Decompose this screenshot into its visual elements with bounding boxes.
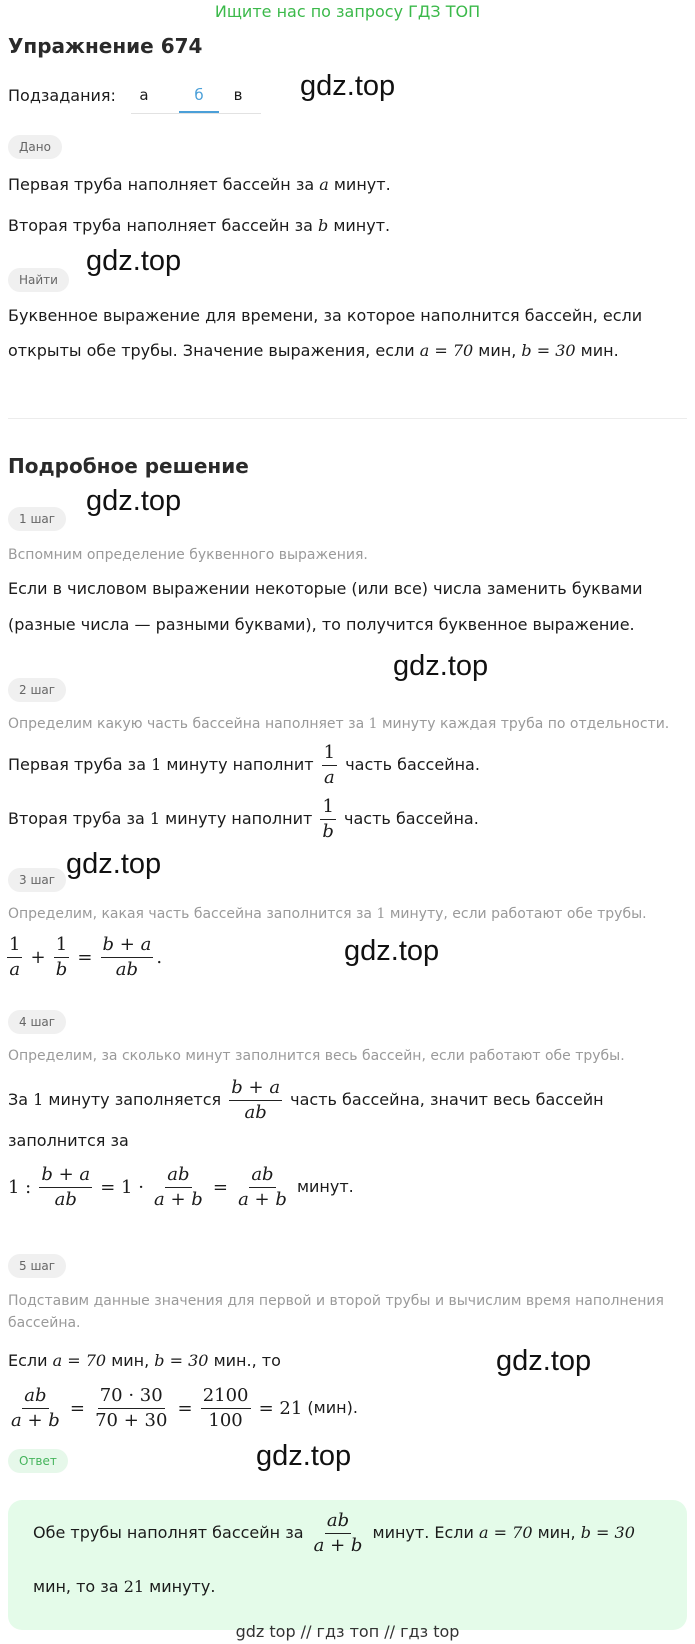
- find-line-2: открыты обе трубы. Значение выражения, если a = 70 мин, b = 30 мин.: [8, 341, 619, 360]
- step5-line-1: Если a = 70 мин, b = 30 мин., то: [8, 1351, 281, 1370]
- step3-pill: 3 шаг: [8, 868, 66, 892]
- active-tab-indicator: [179, 111, 219, 113]
- step1-line-2: (разные числа — разными буквами), то получится буквенное выражение.: [8, 615, 635, 634]
- step4-pill: 4 шаг: [8, 1010, 66, 1034]
- watermark: gdz.top: [86, 485, 182, 517]
- fraction-1-over-b: $\frac{1}{b}$: [322, 796, 334, 842]
- given-line-2: Вторая труба наполняет бассейн за b минут.: [8, 216, 391, 235]
- watermark: gdz.top: [496, 1345, 592, 1377]
- step5-hint-1: Подставим данные значения для первой и второй трубы и вычислим время наполнения: [8, 1293, 664, 1309]
- step5-equation: $\frac{ab}{a + b}$ = $\frac{70 \cdot 30}{70 + 30}$ = $\frac{2100}{100}$ = 21 (мин).: [11, 1385, 358, 1431]
- tabs-baseline: [131, 113, 261, 114]
- step4-hint: Определим, за сколько минут заполнится весь бассейн, если работают обе трубы.: [8, 1048, 625, 1064]
- tab-b[interactable]: б: [194, 86, 204, 104]
- tab-v[interactable]: в: [233, 86, 243, 104]
- watermark: gdz.top: [66, 848, 162, 880]
- step2-hint: Определим какую часть бассейна наполняет за 1 минуту каждая труба по отдельности.: [8, 716, 670, 732]
- step3-equation: $\frac{1}{a}$ + $\frac{1}{b}$ = $\frac{b + a}{ab}$ .: [9, 934, 163, 980]
- given-line-1: Первая труба наполняет бассейн за a минут.: [8, 175, 391, 194]
- step4-line-1: За 1 минуту заполняется $\frac{b + a}{ab}$ часть бассейна, значит весь бассейн: [8, 1077, 604, 1123]
- fraction-1-over-a: $\frac{1}{a}$: [323, 742, 336, 788]
- find-line-1: Буквенное выражение для времени, за которое наполнится бассейн, если: [8, 306, 643, 325]
- step2-line-1: Первая труба за 1 минуту наполнит $\frac{1}{a}$ часть бассейна.: [8, 742, 480, 788]
- step4-equation: 1 : $\frac{b + a}{ab}$ = 1 · $\frac{ab}{a + b}$ = $\frac{ab}{a + b}$ минут.: [8, 1164, 354, 1210]
- tab-a[interactable]: а: [139, 86, 149, 104]
- page-title: Упражнение 674: [8, 34, 203, 58]
- find-pill: Найти: [8, 268, 69, 292]
- search-banner: Ищите нас по запросу ГДЗ ТОП: [214, 2, 481, 21]
- footer-links[interactable]: gdz top // гдз топ // гдз top: [235, 1622, 460, 1641]
- step1-line-1: Если в числовом выражении некоторые (или все) числа заменить буквами: [8, 579, 643, 598]
- given-pill: Дано: [8, 135, 62, 159]
- watermark: gdz.top: [393, 650, 489, 682]
- answer-pill: Ответ: [8, 1449, 68, 1473]
- step5-pill: 5 шаг: [8, 1254, 66, 1278]
- step4-line-2: заполнится за: [8, 1131, 129, 1150]
- watermark: gdz.top: [256, 1440, 352, 1472]
- watermark: gdz.top: [86, 245, 182, 277]
- section-divider: [8, 418, 687, 419]
- step3-hint: Определим, какая часть бассейна заполнится за 1 минуту, если работают обе трубы.: [8, 906, 647, 922]
- step2-pill: 2 шаг: [8, 678, 66, 702]
- answer-line-2: мин, то за 21 минуту.: [33, 1577, 216, 1596]
- watermark: gdz.top: [300, 70, 396, 102]
- step2-line-2: Вторая труба за 1 минуту наполнит $\frac{1}{b}$ часть бассейна.: [8, 796, 479, 842]
- subtasks-label: Подзадания:: [8, 86, 116, 105]
- solution-title: Подробное решение: [8, 454, 249, 478]
- step5-hint-2: бассейна.: [8, 1315, 81, 1331]
- answer-line-1: Обе трубы наполнят бассейн за $\frac{ab}{a + b}$ минут. Если a = 70 мин, b = 30: [33, 1510, 635, 1556]
- step1-pill: 1 шаг: [8, 507, 66, 531]
- watermark: gdz.top: [344, 935, 440, 967]
- step1-hint: Вспомним определение буквенного выражения.: [8, 547, 368, 563]
